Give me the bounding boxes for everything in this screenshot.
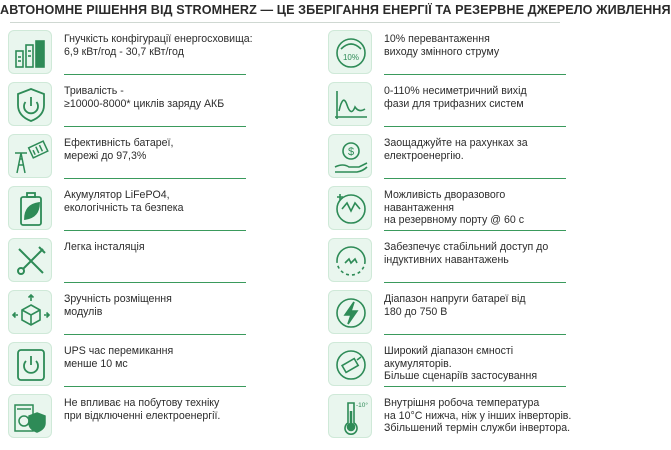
feature-text: Ефективність батареї, мережі до 97,3% — [64, 137, 174, 162]
feature-divider — [64, 230, 246, 231]
phase-wave-icon — [328, 82, 372, 126]
feature-text: Тривалість - ≥10000-8000* циклів заряду АКБ — [64, 85, 225, 110]
feature-text: Широкий діапазон ємності акумуляторів. Більше сценаріїв застосування — [384, 345, 538, 382]
feature-divider — [64, 282, 246, 283]
feature-text: 0-110% несиметричний вихід фази для трифазних систем — [384, 85, 527, 110]
feature-item — [8, 394, 288, 444]
feature-item — [8, 30, 288, 80]
feature-text: Діапазон напруги батареї від 180 до 750 В — [384, 293, 526, 318]
feature-item — [8, 134, 288, 184]
feature-text: Не впливає на побутову техніку при відключенні електроенергії. — [64, 397, 221, 422]
feature-text: Гнучкість конфігурації енергосховища: 6,9 кВт/год - 30,7 кВт/год — [64, 33, 253, 58]
svg-text:10%: 10% — [342, 53, 360, 62]
feature-item — [328, 186, 608, 236]
feature-text: Заощаджуйте на рахунках за електроенергію. — [384, 137, 528, 162]
feature-divider — [384, 126, 566, 127]
double-overload-icon — [328, 186, 372, 230]
money-hand-icon — [328, 134, 372, 178]
feature-divider — [64, 178, 246, 179]
svg-text:-10°: -10° — [356, 402, 368, 409]
feature-divider — [384, 334, 566, 335]
feature-divider — [384, 178, 566, 179]
thermometer-icon — [328, 394, 372, 438]
battery-stack-icon — [8, 30, 52, 74]
feature-item — [328, 82, 608, 132]
inductive-load-icon — [328, 238, 372, 282]
feature-item — [8, 186, 288, 236]
feature-divider — [384, 282, 566, 283]
feature-item — [328, 290, 608, 340]
feature-text: Легка інсталяція — [64, 241, 145, 253]
feature-item — [8, 82, 288, 132]
voltage-bolt-icon — [328, 290, 372, 334]
feature-divider — [64, 334, 246, 335]
feature-item — [328, 342, 608, 392]
feature-item — [328, 394, 608, 444]
feature-item — [8, 342, 288, 392]
feature-text: Забезпечує стабільний доступ до індуктивних навантажень — [384, 241, 549, 266]
feature-text: Зручність розміщення модулів — [64, 293, 172, 318]
feature-divider — [384, 386, 566, 387]
feature-item — [8, 238, 288, 288]
feature-divider — [64, 74, 246, 75]
ups-power-icon — [8, 342, 52, 386]
feature-text: 10% перевантаження виходу змінного струму — [384, 33, 500, 58]
feature-text: Внутрішня робоча температура на 10°C нижча, ніж у інших інверторів. Збільшений термін служби інвертора. — [384, 397, 572, 434]
feature-item — [328, 30, 608, 80]
overload-gauge-icon — [328, 30, 372, 74]
feature-divider — [384, 74, 566, 75]
feature-text: UPS час перемикання менше 10 мс — [64, 345, 174, 370]
feature-text: Можливість дворазового навантаження на резервному порту @ 60 с — [384, 189, 524, 226]
svg-text:$: $ — [347, 146, 355, 158]
cube-arrows-icon — [8, 290, 52, 334]
eco-battery-icon — [8, 186, 52, 230]
feature-divider — [64, 126, 246, 127]
battery-range-icon — [328, 342, 372, 386]
grid-battery-icon — [8, 134, 52, 178]
feature-item — [8, 290, 288, 340]
title-divider — [10, 22, 560, 23]
home-appliance-icon — [8, 394, 52, 438]
feature-text: Акумулятор LiFePO4, екологічність та безпека — [64, 189, 184, 214]
tools-icon — [8, 238, 52, 282]
feature-item — [328, 134, 608, 184]
page-title: АВТОНОМНЕ РІШЕННЯ ВІД STROMHERZ — ЦЕ ЗБЕРІГАННЯ ЕНЕРГІЇ ТА РЕЗЕРВНЕ ДЖЕРЕЛО ЖИВЛЕННЯ — [0, 3, 671, 17]
feature-divider — [384, 230, 566, 231]
feature-item — [328, 238, 608, 288]
power-shield-icon — [8, 82, 52, 126]
feature-divider — [64, 386, 246, 387]
